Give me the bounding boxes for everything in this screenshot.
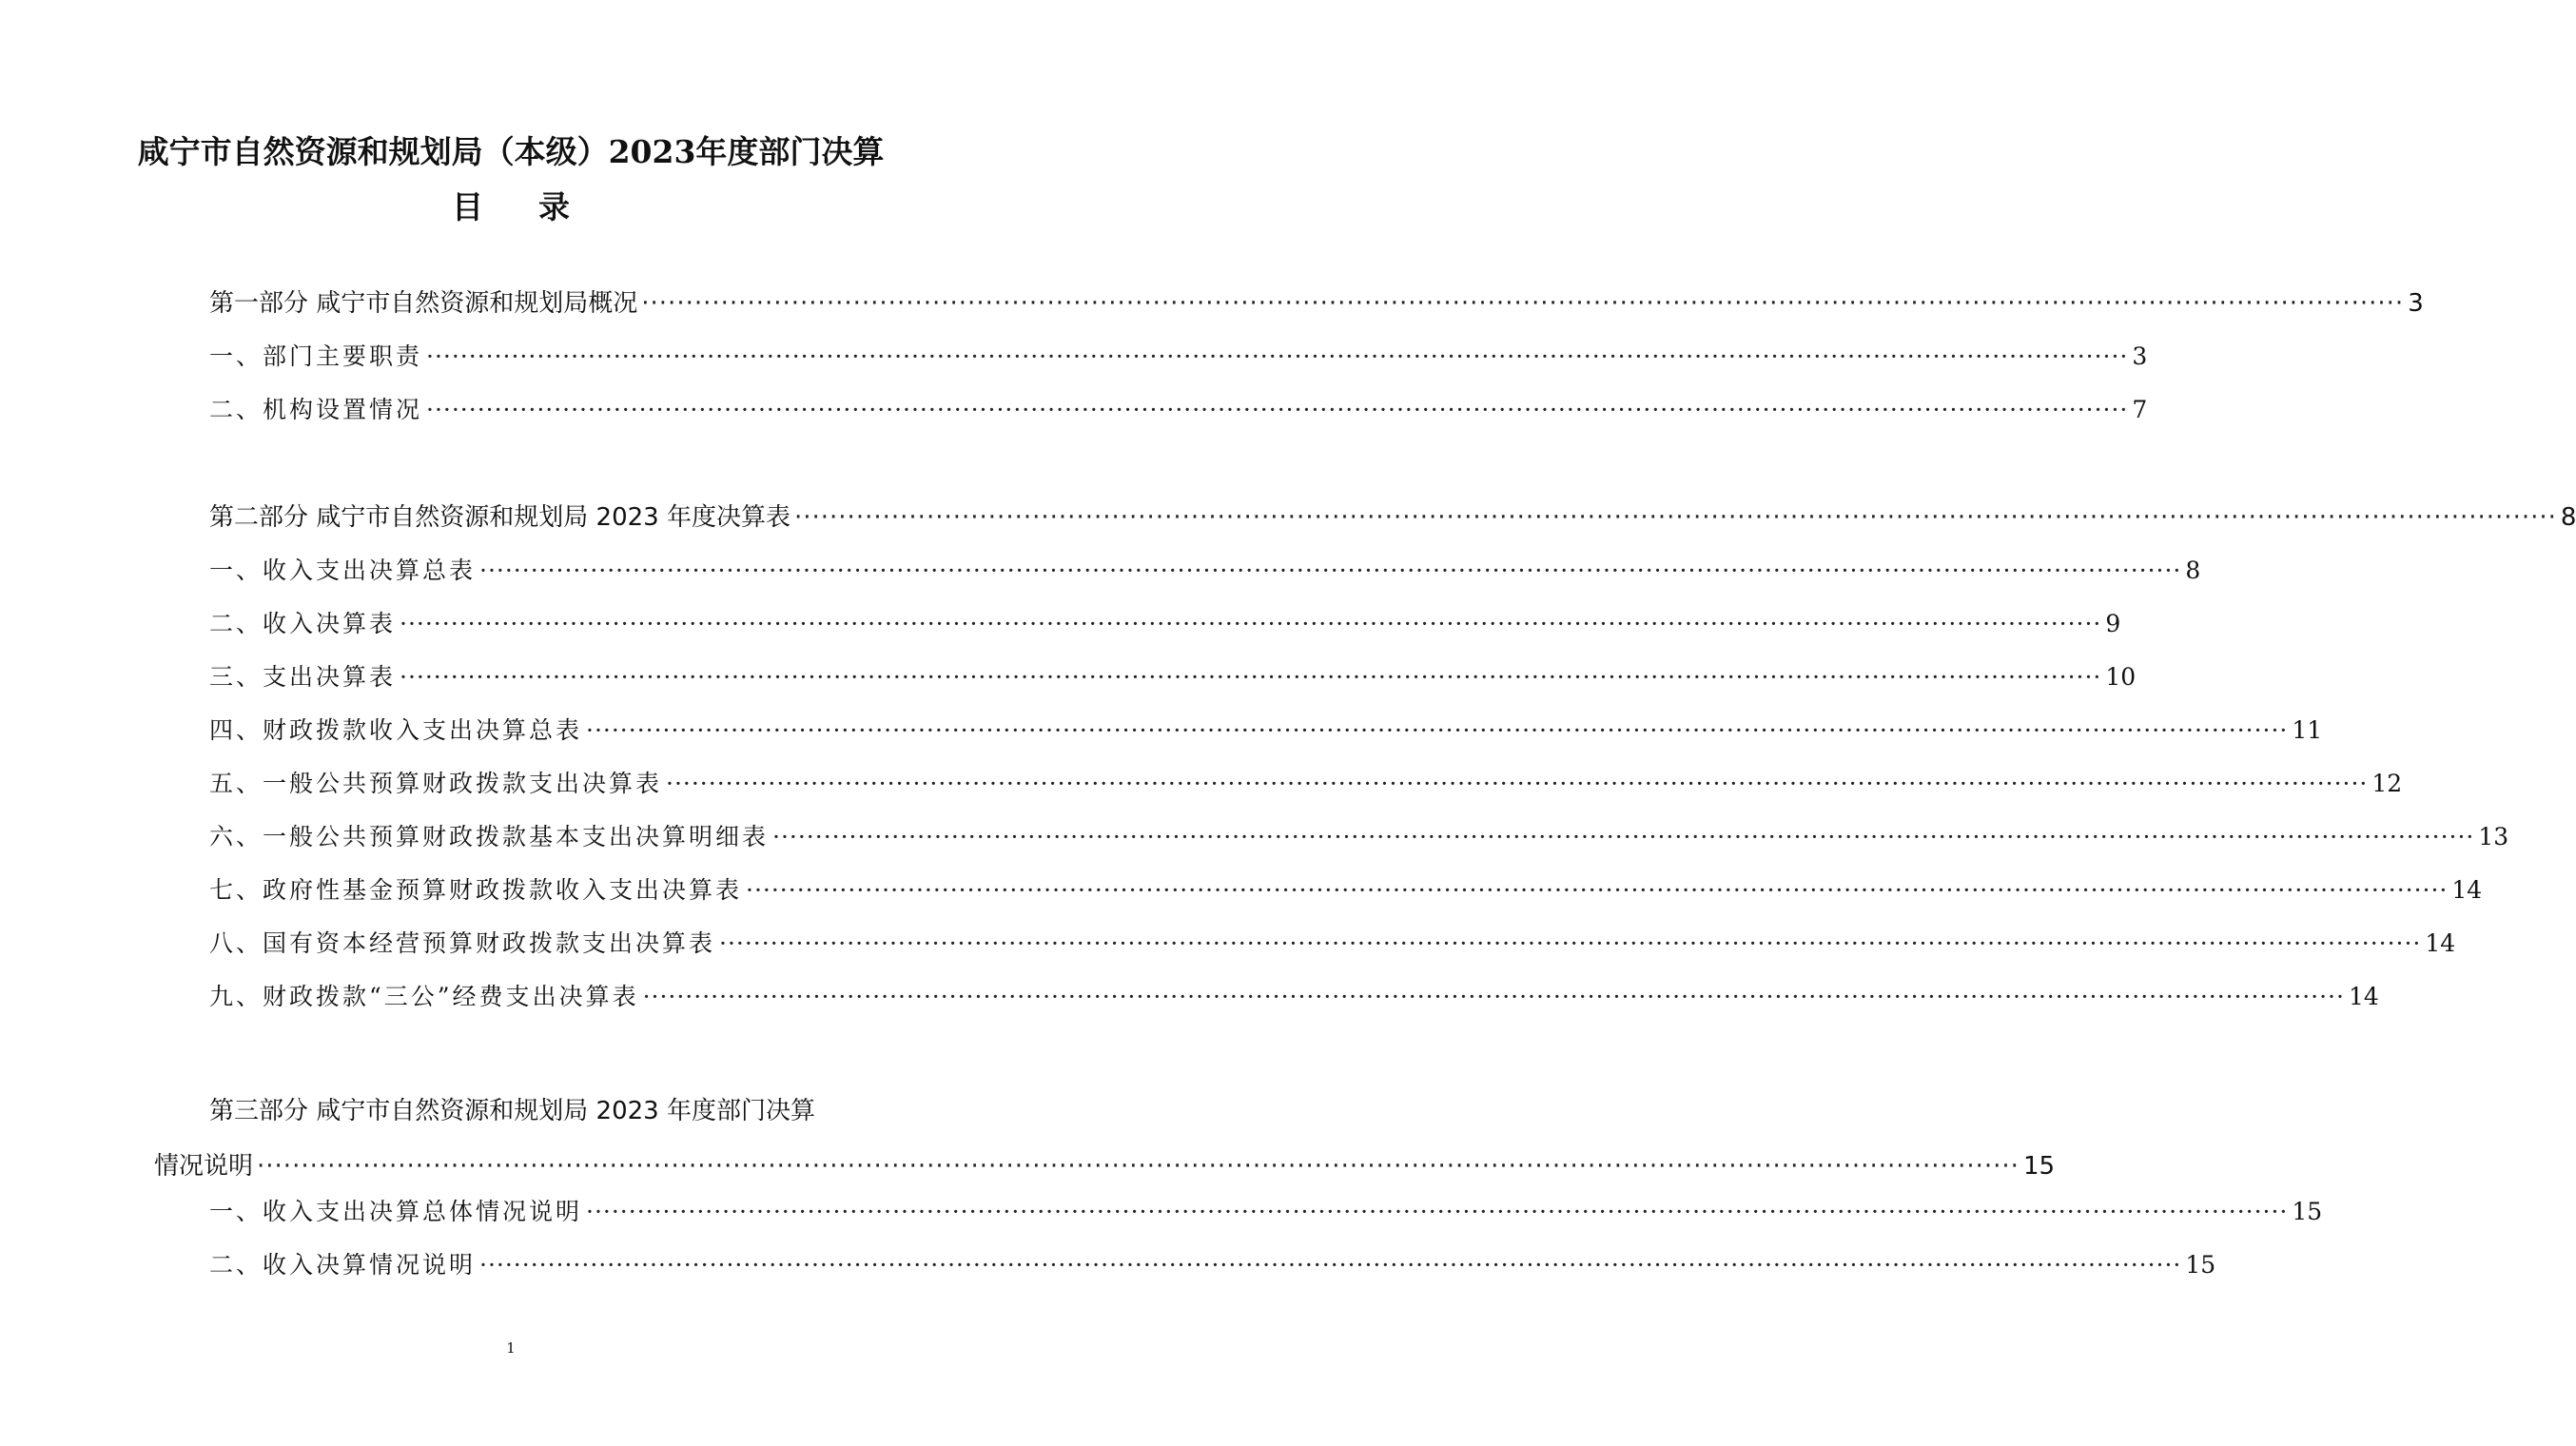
toc-item-label: 四、财政拨款收入支出决算总表 — [209, 716, 583, 744]
toc-item-page: 13 — [2478, 823, 2509, 850]
toc-leader-dots: ········································································································································································································ — [666, 770, 2369, 797]
page-number: 1 — [506, 1339, 516, 1357]
toc-part3-heading-line1[interactable]: 第三部分 咸宁市自然资源和规划局 2023 年度部门决算 — [209, 1097, 815, 1125]
toc-part1-heading[interactable] — [209, 284, 2424, 322]
toc-part2-item-2[interactable] — [209, 658, 2137, 696]
toc-item-page: 9 — [2105, 610, 2121, 637]
toc-item-page: 3 — [2132, 342, 2148, 370]
toc-leader-dots: ········································································································································································································ — [479, 1251, 2182, 1279]
toc-item-page: 8 — [2185, 557, 2201, 584]
toc-leader-dots: ········································································································································································································ — [257, 1152, 2020, 1181]
toc-leader-dots: ········································································································································································································ — [719, 929, 2422, 957]
toc-item-page: 14 — [2425, 929, 2456, 957]
toc-leader-dots: ········································································································································································································ — [586, 716, 2289, 744]
toc-part1-heading-page: 3 — [2408, 289, 2424, 318]
toc-item-label: 一、部门主要职责 — [209, 342, 423, 370]
toc-part3-heading-line2[interactable] — [154, 1147, 2056, 1185]
toc-part2-item-8[interactable] — [209, 978, 2379, 1016]
toc-part3-item-0[interactable] — [209, 1193, 2323, 1231]
toc-leader-dots: ········································································································································································································ — [426, 342, 2129, 370]
toc-part2-item-7[interactable] — [209, 925, 2456, 963]
toc-part2-item-0[interactable] — [209, 552, 2201, 590]
toc-part2-heading[interactable] — [209, 498, 2576, 537]
toc-part3-item-1[interactable] — [209, 1246, 2216, 1284]
toc-part1-heading-label: 第一部分 咸宁市自然资源和规划局概况 — [209, 289, 638, 318]
toc-item-page: 7 — [2132, 396, 2148, 423]
toc-leader-dots: ········································································································································································································ — [586, 1198, 2289, 1225]
toc-subtitle-left: 目 — [452, 188, 483, 225]
toc-item-label: 五、一般公共预算财政拨款支出决算表 — [209, 770, 663, 797]
toc-part2-item-4[interactable] — [209, 765, 2403, 803]
toc-item-label: 八、国有资本经营预算财政拨款支出决算表 — [209, 929, 716, 957]
toc-item-label: 二、机构设置情况 — [209, 396, 423, 423]
toc-item-page: 10 — [2105, 663, 2137, 691]
toc-item-label: 三、支出决算表 — [209, 663, 397, 691]
toc-item-page: 15 — [2185, 1251, 2216, 1279]
toc-leader-dots: ········································································································································································································ — [400, 663, 2102, 691]
toc-item-page: 14 — [2451, 876, 2483, 904]
toc-part3-heading-page: 15 — [2022, 1152, 2056, 1181]
toc-leader-dots: ········································································································································································································ — [641, 289, 2405, 318]
toc-item-label: 六、一般公共预算财政拨款基本支出决算明细表 — [209, 823, 770, 850]
toc-item-page: 15 — [2292, 1198, 2323, 1225]
toc-leader-dots: ········································································································································································································ — [772, 823, 2475, 850]
toc-leader-dots: ········································································································································································································ — [746, 876, 2449, 904]
toc-subtitle — [0, 183, 1022, 227]
toc-leader-dots: ········································································································································································································ — [793, 503, 2557, 532]
document-title: 咸宁市自然资源和规划局（本级）2023年度部门决算 — [137, 133, 885, 170]
toc-part2-item-3[interactable] — [209, 712, 2323, 750]
toc-part1-item-1[interactable] — [209, 391, 2148, 429]
toc-item-label: 一、收入支出决算总体情况说明 — [209, 1198, 583, 1225]
toc-part2-item-1[interactable] — [209, 605, 2121, 643]
toc-part2-heading-page: 8 — [2560, 503, 2576, 532]
toc-item-label: 二、收入决算情况说明 — [209, 1251, 477, 1279]
toc-item-label: 七、政府性基金预算财政拨款收入支出决算表 — [209, 876, 743, 904]
toc-part2-heading-label: 第二部分 咸宁市自然资源和规划局 2023 年度决算表 — [209, 503, 790, 532]
toc-leader-dots: ········································································································································································································ — [400, 610, 2102, 637]
toc-item-label: 一、收入支出决算总表 — [209, 557, 477, 584]
toc-leader-dots: ········································································································································································································ — [426, 396, 2129, 423]
toc-part2-item-5[interactable] — [209, 818, 2509, 856]
toc-item-label: 二、收入决算表 — [209, 610, 397, 637]
toc-item-label: 九、财政拨款“三公”经费支出决算表 — [209, 983, 639, 1010]
toc-item-page: 11 — [2292, 716, 2323, 744]
toc-leader-dots: ········································································································································································································ — [642, 983, 2345, 1010]
toc-leader-dots: ········································································································································································································ — [479, 557, 2182, 584]
toc-part1-item-0[interactable] — [209, 338, 2148, 376]
toc-subtitle-right: 录 — [538, 188, 570, 225]
toc-part3-heading-label: 情况说明 — [154, 1152, 254, 1181]
toc-part2-item-6[interactable] — [209, 871, 2483, 909]
toc-item-page: 14 — [2348, 983, 2379, 1010]
toc-item-page: 12 — [2371, 770, 2403, 797]
